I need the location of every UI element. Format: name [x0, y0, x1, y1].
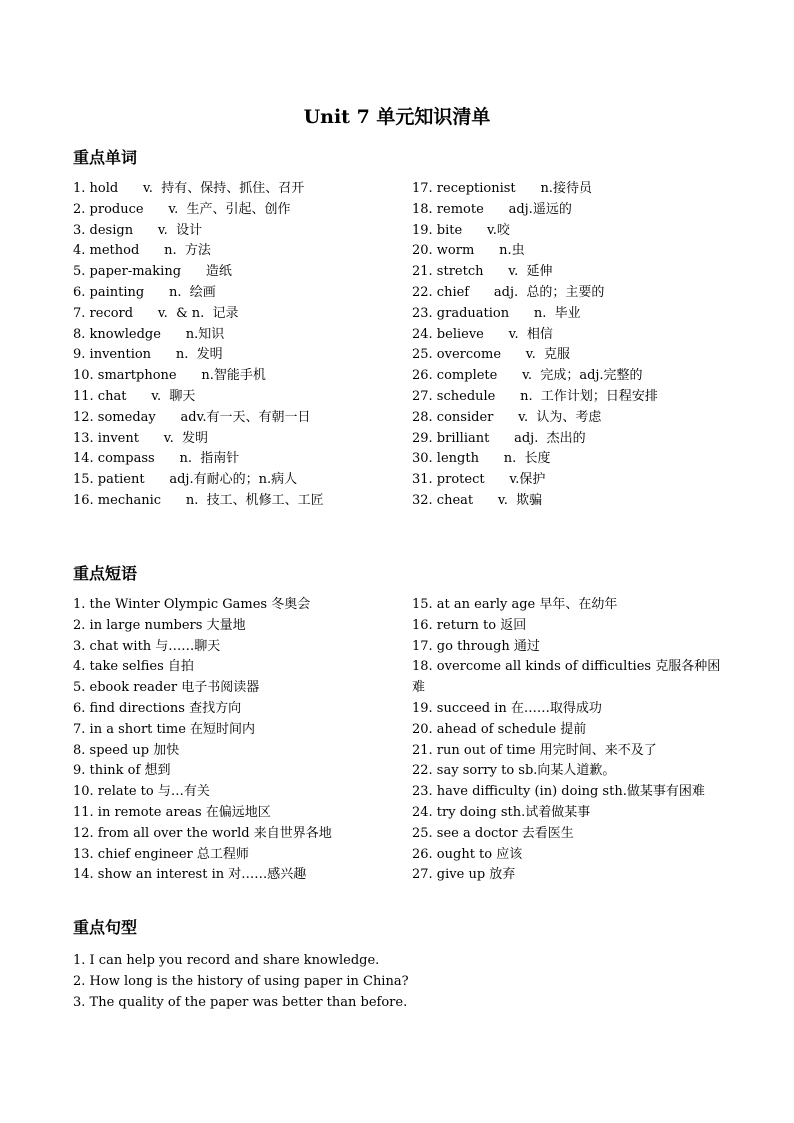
list-item: 25. overcome v. 克服: [412, 347, 571, 363]
words-right-list: [412, 179, 732, 512]
list-item: 22. chief adj. 总的；主要的: [412, 284, 605, 300]
phrases-right-list: [412, 595, 724, 886]
list-item: 4. take selfies 自拍: [73, 659, 194, 675]
list-item: 1. the Winter Olympic Games 冬奥会: [73, 597, 311, 612]
list-item: 16. return to 返回: [412, 617, 527, 633]
list-item: 5. paper-making 造纸: [73, 264, 232, 280]
list-item: 27. give up 放弃: [412, 867, 516, 883]
list-item: 21. stretch v. 延伸: [412, 264, 553, 280]
list-item: 3. design v. 设计: [73, 222, 203, 238]
list-item: 14. show an interest in 对……感兴趣: [73, 867, 307, 883]
list-item: 3. The quality of the paper was better than before.: [73, 995, 408, 1010]
list-item: 2. produce v. 生产、引起、创作: [73, 201, 291, 217]
list-item: 4. method n. 方法: [73, 243, 211, 259]
list-item: 32. cheat v. 欺骗: [412, 492, 543, 508]
list-item: 13. chief engineer 总工程师: [73, 846, 249, 862]
list-item: 19. succeed in 在……取得成功: [412, 700, 602, 716]
list-item: 12. from all over the world 来自世界各地: [73, 825, 332, 841]
list-item: 6. painting n. 绘画: [73, 284, 216, 300]
list-item: 2. in large numbers 大量地: [73, 617, 246, 633]
list-item: 15. patient adj.有耐心的；n.病人: [73, 472, 298, 488]
list-item: 28. consider v. 认为、考虑: [412, 409, 602, 425]
list-item: 26. ought to 应该: [412, 846, 523, 862]
phrases-heading: 重点短语: [73, 564, 138, 583]
list-item: 22. say sorry to sb.向某人道歉。: [412, 763, 616, 779]
list-item: 3. chat with 与……聊天: [73, 638, 221, 654]
list-item: 27. schedule n. 工作计划；日程安排: [412, 388, 658, 404]
list-item: 24. believe v. 相信: [412, 326, 553, 342]
page-title: Unit 7 单元知识清单: [303, 106, 491, 128]
list-item: 19. bite v.咬: [412, 222, 510, 238]
words-left-list: [73, 179, 403, 512]
words-heading: 重点单词: [73, 148, 138, 167]
list-item: 18. remote adj.遥远的: [412, 201, 572, 217]
list-item: 8. speed up 加快: [73, 742, 180, 758]
list-item: 20. ahead of schedule 提前: [412, 721, 587, 737]
list-item: 20. worm n.虫: [412, 243, 525, 259]
list-item: 12. someday adv.有一天、有朝一日: [73, 409, 311, 425]
list-item: 17. go through 通过: [412, 638, 540, 654]
list-item: 9. think of 想到: [73, 763, 171, 779]
list-item: 14. compass n. 指南针: [73, 451, 240, 467]
list-item: 6. find directions 查找方向: [73, 700, 242, 716]
list-item: 25. see a doctor 去看医生: [412, 825, 574, 841]
list-item: 7. record v. & n. 记录: [73, 305, 239, 321]
sentences-heading: 重点句型: [73, 918, 138, 937]
list-item: 13. invent v. 发明: [73, 430, 208, 446]
list-item: 11. chat v. 聊天: [73, 388, 196, 404]
list-item: 10. smartphone n.智能手机: [73, 368, 266, 384]
list-item: 15. at an early age 早年、在幼年: [412, 597, 618, 612]
phrases-left-list: [73, 595, 403, 886]
list-item: 17. receptionist n.接待员: [412, 181, 592, 196]
list-item: 23. graduation n. 毕业: [412, 305, 581, 321]
list-item: 1. I can help you record and share knowledge.: [73, 953, 380, 968]
list-item: 7. in a short time 在短时间内: [73, 721, 256, 737]
list-item: 8. knowledge n.知识: [73, 326, 225, 342]
list-item: 31. protect v.保护: [412, 472, 546, 488]
list-item: 1. hold v. 持有、保持、抓住、召开: [73, 181, 305, 196]
list-item: 9. invention n. 发明: [73, 347, 223, 363]
list-item: 24. try doing sth.试着做某事: [412, 804, 591, 820]
list-item: 29. brilliant adj. 杰出的: [412, 430, 586, 446]
list-item: 23. have difficulty (in) doing sth.做某事有困难: [412, 784, 705, 800]
list-item: 11. in remote areas 在偏远地区: [73, 804, 271, 820]
sentences-list: [73, 950, 409, 1013]
list-item: 10. relate to 与…有关: [73, 784, 210, 800]
list-item: 18. overcome all kinds of difficulties 克服各种困难: [412, 659, 721, 696]
list-item: 2. How long is the history of using paper in China?: [73, 974, 409, 989]
list-item: 5. ebook reader 电子书阅读器: [73, 680, 260, 696]
list-item: 16. mechanic n. 技工、机修工、工匠: [73, 492, 324, 508]
list-item: 30. length n. 长度: [412, 451, 551, 467]
list-item: 21. run out of time 用完时间、来不及了: [412, 742, 657, 758]
list-item: 26. complete v. 完成；adj.完整的: [412, 368, 643, 384]
